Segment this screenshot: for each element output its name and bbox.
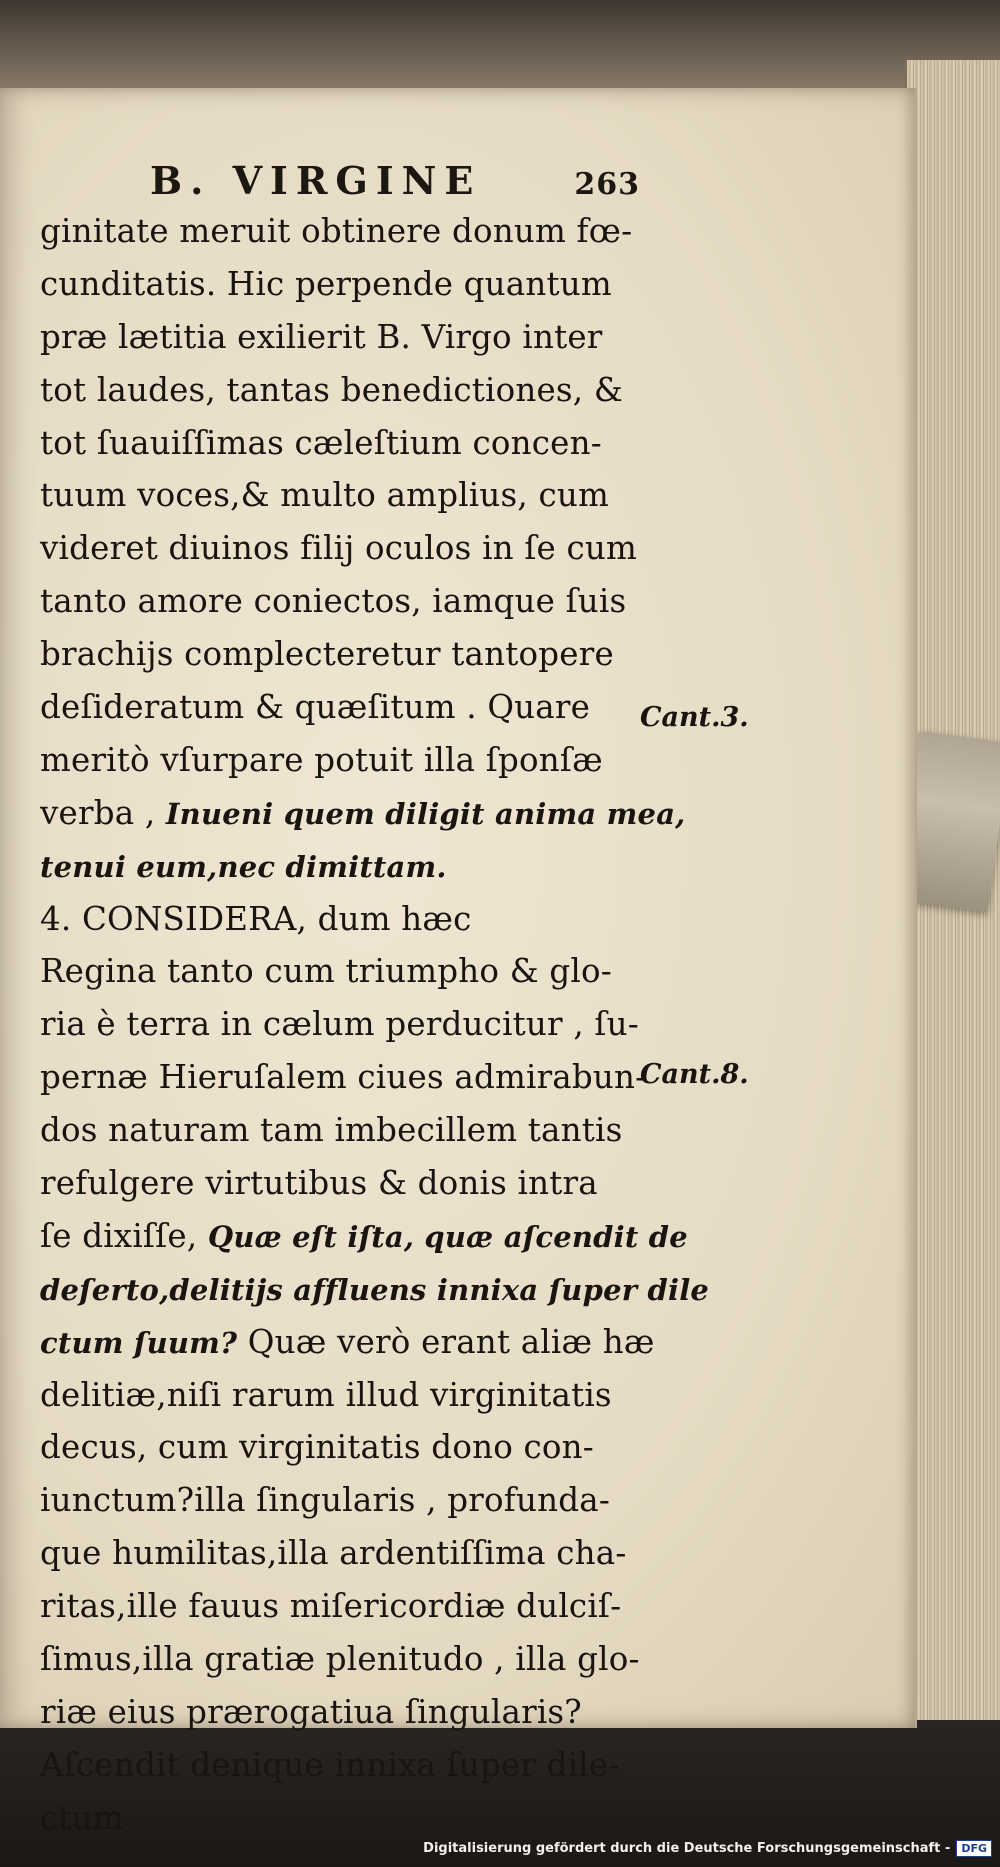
margin-note-cant8: Cant.8. [640, 1059, 749, 1090]
line-text: dos naturam tam imbecillem tantis [40, 1111, 623, 1150]
italic-quote: Inueni quem diligit anima mea, [165, 796, 686, 831]
text-line [40, 1104, 650, 1157]
text-line [40, 1157, 650, 1210]
text-line [40, 734, 650, 787]
line-text: tuum voces,& multo amplius, cum [40, 476, 610, 515]
line-text: Regina tanto cum triumpho & glo- [40, 952, 612, 991]
text-line [40, 787, 686, 840]
line-text: præ lætitia exilierit B. Virgo inter [40, 317, 603, 356]
line-text: Quæ verò erant aliæ hæ [237, 1322, 655, 1361]
line-text: iunctum?illa ſingularis , profunda- [40, 1481, 611, 1520]
line-text: tot ſuauiſſimas cæleſtium concen- [40, 423, 602, 462]
line-text: decus, cum virginitatis dono con- [40, 1428, 594, 1467]
book-binding-edge [0, 0, 1000, 98]
line-text: cunditatis. Hic perpende quantum [40, 264, 612, 303]
text-line [40, 1316, 655, 1369]
line-text: refulgere virtutibus & donis intra [40, 1164, 598, 1203]
line-text: delitiæ,niſi rarum illud virginitatis [40, 1375, 612, 1414]
text-line [40, 1686, 650, 1739]
text-line [40, 681, 650, 734]
text-line [40, 575, 650, 628]
line-text: ſimus,illa gratiæ plenitudo , illa glo- [40, 1640, 640, 1679]
text-line [40, 258, 650, 311]
text-line [40, 840, 650, 893]
margin-note-cant3: Cant.3. [640, 702, 749, 733]
text-line [40, 998, 650, 1051]
line-text: 4. CONSIDERA, dum hæc [40, 899, 472, 938]
line-text: pernæ Hieruſalem ciues admirabun- [40, 1058, 647, 1097]
text-line [40, 1369, 650, 1422]
text-line [40, 1051, 650, 1104]
line-text: riæ eius prærogatiua ſingularis? [40, 1692, 582, 1731]
text-line [40, 205, 650, 258]
line-text: brachijs complecteretur tantopere [40, 635, 614, 674]
line-text: Aſcendit denique innixa ſuper dile- [40, 1745, 620, 1784]
text-line [40, 628, 650, 681]
text-line [40, 1739, 650, 1792]
line-text: ſe dixiſſe, [40, 1216, 208, 1255]
line-text: tot laudes, tantas benedictiones, & [40, 370, 623, 409]
line-text: videret diuinos filij oculos in ſe cum [40, 529, 638, 568]
text-line [40, 1474, 650, 1527]
line-text: ritas,ille fauus miſericordiæ dulciſ- [40, 1587, 622, 1626]
text-line [40, 1263, 710, 1316]
text-line [40, 893, 650, 946]
text-line [40, 1210, 688, 1263]
text-line [40, 364, 650, 417]
text-line [40, 469, 650, 522]
italic-quote: ctum ſuum? [40, 1325, 238, 1360]
text-line [40, 1580, 650, 1633]
page-number: 263 [574, 167, 640, 202]
line-text: deſideratum & quæſitum . Quare [40, 688, 591, 727]
credit-text: Digitalisierung gefördert durch die Deutsche Forschungsgemeinschaft - [423, 1840, 951, 1856]
line-text: verba , [40, 793, 166, 832]
line-text: meritò vſurpare potuit illa ſponſæ [40, 740, 603, 779]
text-line [40, 1527, 650, 1580]
italic-quote: tenui eum,nec dimittam. [40, 849, 447, 884]
line-text: ginitate meruit obtinere donum fœ- [40, 212, 633, 250]
line-text: que humilitas,illa ardentiſſima cha- [40, 1534, 627, 1573]
text-line [40, 417, 650, 470]
dfg-logo: DFG [956, 1840, 992, 1857]
text-line [40, 522, 650, 575]
page-header [150, 158, 640, 210]
italic-quote: Quæ eſt iſta, quæ aſcendit de [207, 1219, 688, 1254]
line-text: tanto amore coniectos, iamque ſuis [40, 582, 627, 621]
line-text: ria è terra in cælum perducitur , ſu- [40, 1005, 639, 1044]
text-line [40, 1633, 650, 1686]
text-line [40, 945, 650, 998]
text-line [40, 1421, 650, 1474]
digitization-credit [423, 1837, 992, 1859]
text-line [40, 311, 650, 364]
line-text: ctum [40, 1798, 124, 1837]
running-head: B. VIRGINE [150, 158, 482, 203]
italic-quote: deſerto,delitijs affluens innixa ſuper dile [40, 1272, 710, 1307]
